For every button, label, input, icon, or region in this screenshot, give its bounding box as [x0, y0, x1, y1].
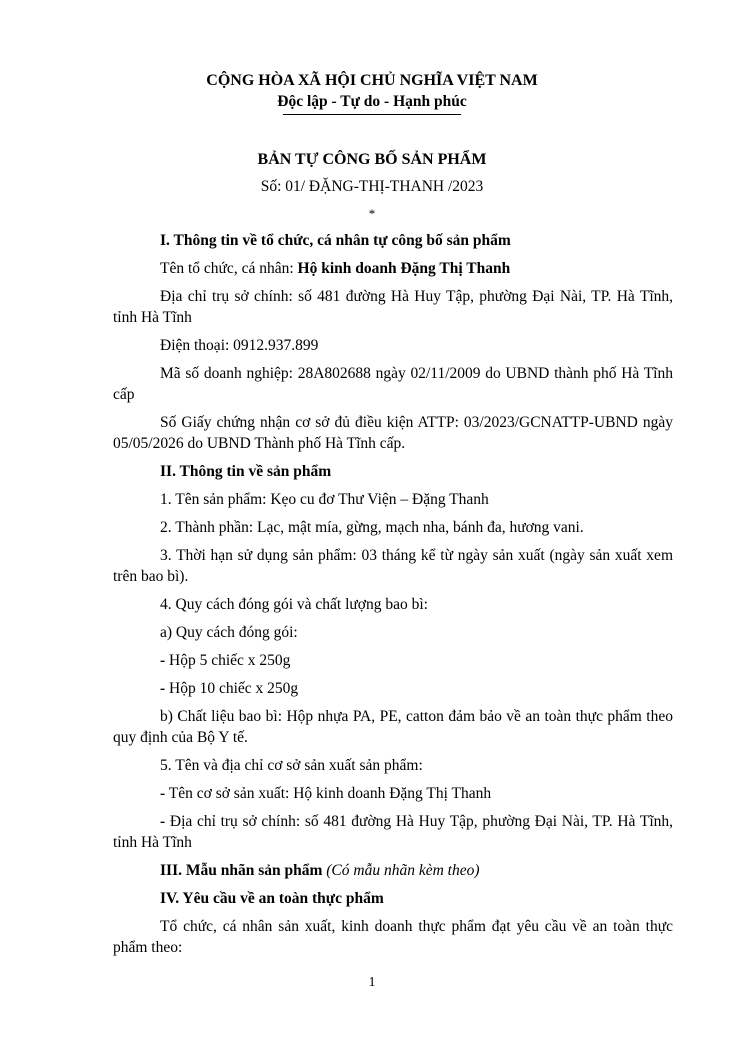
bullet-dash: -	[160, 652, 166, 669]
org-phone: Điện thoại: 0912.937.899	[160, 337, 319, 354]
org-address: Địa chỉ trụ sở chính: số 481 đường Hà Huy Tập, phường Đại Nài, TP. Hà Tĩnh, tỉnh Hà Tĩnh	[113, 288, 673, 326]
org-tax-code: Mã số doanh nghiệp: 28A802688 ngày 02/11/2009 do UBND thành phố Hà Tĩnh cấp	[113, 365, 673, 403]
packaging-heading: 4. Quy cách đóng gói và chất lượng bao bì:	[160, 596, 428, 613]
bullet-dash: -	[160, 813, 166, 830]
packaging-item	[113, 650, 673, 671]
packaging-material: b) Chất liệu bao bì: Hộp nhựa PA, PE, catton đảm bảo về an toàn thực phẩm theo quy định của Bộ Y tế.	[113, 708, 673, 746]
section3-line	[113, 860, 673, 881]
producer-address	[113, 811, 673, 853]
motto: Độc lập - Tự do - Hạnh phúc	[277, 93, 467, 110]
product-ingredients: 2. Thành phần: Lạc, mật mía, gừng, mạch nha, bánh đa, hương vani.	[160, 519, 584, 536]
product-name: 1. Tên sản phẩm: Kẹo cu đơ Thư Viện – Đặng Thanh	[160, 491, 489, 508]
org-certificate: Số Giấy chứng nhận cơ sở đủ điều kiện ATTP: 03/2023/GCNATTP-UBND ngày 05/05/2026 do UBND Thành phố Hà Tĩnh cấp.	[113, 414, 673, 452]
page-number: 1	[368, 975, 376, 990]
separator-star: *	[368, 206, 376, 221]
section2-heading: II. Thông tin về sản phẩm	[160, 463, 332, 480]
producer-name	[113, 783, 673, 804]
section1-heading: I. Thông tin về tổ chức, cá nhân tự công bố sản phẩm	[160, 232, 511, 249]
country-header: CỘNG HÒA XÃ HỘI CHỦ NGHĨA VIỆT NAM	[206, 72, 538, 89]
producer-heading: 5. Tên và địa chỉ cơ sở sản xuất sản phẩm:	[160, 757, 423, 774]
packaging-spec-heading: a) Quy cách đóng gói:	[160, 624, 298, 641]
packaging-item-text: Hộp 10 chiếc x 250g	[169, 680, 299, 697]
section4-heading: IV. Yêu cầu về an toàn thực phẩm	[160, 890, 384, 907]
section3-heading: III. Mẫu nhãn sản phẩm	[160, 862, 323, 879]
document-title: BẢN TỰ CÔNG BỐ SẢN PHẨM	[257, 151, 487, 168]
packaging-item-text: Hộp 5 chiếc x 250g	[169, 652, 291, 669]
section3-note: (Có mẫu nhãn kèm theo)	[326, 862, 480, 879]
motto-underline	[283, 114, 461, 115]
bullet-dash: -	[160, 680, 166, 697]
org-name-line	[113, 258, 673, 279]
section4-text: Tổ chức, cá nhân sản xuất, kinh doanh thực phẩm đạt yêu cầu về an toàn thực phẩm theo:	[113, 918, 673, 956]
bullet-dash: -	[160, 785, 166, 802]
document-number: Số: 01/ ĐẶNG-THỊ-THANH /2023	[260, 178, 484, 195]
product-shelf-life: 3. Thời hạn sử dụng sản phẩm: 03 tháng kể từ ngày sản xuất (ngày sản xuất xem trên bao bì).	[113, 547, 673, 585]
producer-address-text: Địa chỉ trụ sở chính: số 481 đường Hà Huy Tập, phường Đại Nài, TP. Hà Tĩnh, tỉnh Hà Tĩnh	[113, 813, 674, 851]
org-name-value: Hộ kinh doanh Đặng Thị Thanh	[297, 260, 511, 277]
org-name-label: Tên tổ chức, cá nhân:	[160, 260, 298, 277]
packaging-item	[113, 678, 673, 699]
producer-name-text: Tên cơ sở sản xuất: Hộ kinh doanh Đặng Thị Thanh	[168, 785, 492, 802]
document-body	[113, 230, 673, 965]
